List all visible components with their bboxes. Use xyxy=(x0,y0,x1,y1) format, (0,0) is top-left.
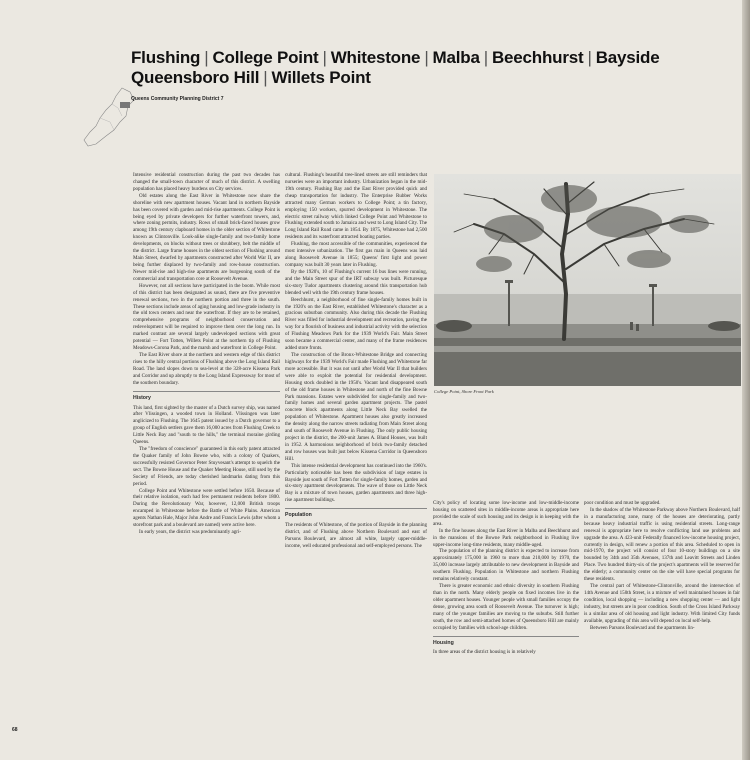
page-edge xyxy=(742,0,750,760)
history-heading: History xyxy=(133,391,280,402)
paragraph: cultural. Flushing's beautiful tree-lined streets are still reminders that nurseries were an important industry. Urbanization began in the mid-19th century. Flushing Bay and the East River provided quick and cheap transportation for industry. The Enterprise Rubber Works attracted many German workers to College Point; a tin factory, employing 150 workers, spurred development in Whitestone. The electric street railway which linked College Point and Whitestone to Flushing extended south to Jamaica and west to Long Island City. The Long Island Rail Road came in 1854. By 1875, Whitestone had 2,500 residents and its waterfront attracted boating parties. xyxy=(285,172,427,241)
paragraph: In the shadow of the Whitestone Parkway above Northern Boulevard, half in a manufacturing zone, many of the houses are deteriorating, partly because heavy industrial traffic is using residential streets. Long-range renewal is appropriate here to resolve conflicting land use problems and upgrade the area. A 423-unit Federally financed low-income housing project, currently in design, will renew a portion of this area. Scheduled to open in mid-1970, the project will consist of four 10-story buildings on a site bounded by 34th and 35th Avenues, 137th and Leavitt Streets and Linden Place. Two hundred thirty-six of the project's apartments will be reserved for the elderly; a community center on the site will have special programs for these residents. xyxy=(584,506,740,583)
paragraph: The construction of the Bronx-Whitestone Bridge and connecting highways for the 1939 World's Fair made Flushing and Whitestone far more accessible. But it was not until after World War II that builders were able to exploit the potential for residential development. Housing stock doubled in the 1950's. Vacant land disappeared south of the old frame houses in Whitestone and north of the fine Bowne Park mansions. Estates were subdivided for single-family and two-family homes and several garden apartment projects. The pastel concrete block apartments along Little Neck Bay swelled the population of Whitestone. Apartment houses also greatly increased the density along the narrow streets radiating from Main Street along and south of Roosevelt Avenue in Flushing. The only public housing project in the district, the 200-unit James A. Bland Houses, was built in 1952. A harmonious neighborhood of brick two-family detached and row houses was built just below Kissena Corridor in Queensboro Hill. xyxy=(285,351,427,462)
housing-heading: Housing xyxy=(433,636,579,647)
title-beechhurst: Beechhurst xyxy=(491,48,584,67)
title-separator: | xyxy=(424,48,429,67)
paragraph: This intense residential development has continued into the 1960's. Particularly noticeable has been the subdivision of large estates in Bayside just south of Fort Totten for single-family homes, garden and six-story apartment developments. The wave of those on Little Neck Bay is a mixture of town houses, garden apartments and three high-rise apartment buildings. xyxy=(285,462,427,504)
district-label: Queens Community Planning District 7 xyxy=(131,96,224,102)
page-title xyxy=(131,48,731,88)
paragraph: In the fine houses along the East River in Malba and Beechhurst and in the mansions of the Bowne Park neighborhood in Flushing live upper-income long-time residents, many middle-aged. xyxy=(433,527,579,548)
paragraph: In early years, the district was predominantly agri- xyxy=(139,529,242,536)
title-separator: | xyxy=(587,48,592,67)
photo-caption: College Point, Shore Front Park xyxy=(434,389,494,394)
text-column-1 xyxy=(133,172,280,536)
page-number: 68 xyxy=(12,727,18,733)
title-flushing: Flushing xyxy=(131,48,201,67)
paragraph: The residents of Whitestone, of the portion of Bayside in the planning district, and of Flushing above Northern Boulevard and east of Parsons Boulevard, are almost all white, largely upper-middle-income, well educated professional and self-employed persons. The xyxy=(285,522,427,549)
title-separator: | xyxy=(322,48,327,67)
title-college-point: College Point xyxy=(212,48,319,67)
title-queensboro-hill: Queensboro Hill xyxy=(131,68,260,87)
title-bayside: Bayside xyxy=(595,48,660,67)
paragraph: By the 1920's, 10 of Flushing's current 16 bus lines were running, and the Main Street spur of the IRT subway was built. Picturesque six-story Tudor apartments clustering around this transportation hub blended well with the 19th century frame houses. xyxy=(285,268,427,296)
title-separator: | xyxy=(263,68,268,87)
paragraph: Intensive residential construction during the past two decades has changed the small-town character of much of this district. A swelling population has placed heavy burdens on City services. xyxy=(133,172,280,192)
population-heading: Population xyxy=(285,508,427,519)
paragraph: In three areas of the district housing is in relatively xyxy=(433,649,536,656)
title-separator: | xyxy=(204,48,209,67)
paragraph: Beechhurst, a neighborhood of fine single-family homes built in the 1920's on the East River, established Whitestone's character as a gracious suburban community. Also during this decade the Flushing River was filled for industrial development and recreation, paving the way for a flourish of business and industrial activity with the selection of Flushing Meadows Park for the 1939 World's Fair. Main Street soon became a commercial center, and many of the frame residences added store fronts. xyxy=(285,296,427,352)
paragraph: The central part of Whitestone-Clintonville, around the intersection of 14th Avenue and 150th Street, is a mixture of well maintained houses in fair condition, local shopping — including a new shopping center — and light industry, but streets are in poor condition. South of the Cross Island Parkway is a similar area of old housing and light industry. With limited City funds available, upgrading of this area will depend on local self-help. xyxy=(584,583,740,624)
paragraph: The East River shore at the northern and western edge of this district rises to the hilly central portions of Flushing above the Long Island Rail Road. The land slopes down to sea-level at the 328-acre Kissena Park and Corridor and up abruptly to the Long Island Expressway for most of the southern boundary. xyxy=(133,351,280,386)
paragraph: However, not all sections have participated in the boom. While most of this district has been designated as sound, there are five preventive renewal sections, two in the northern portion and three in the south. These sections include areas of aging housing and low-grade industry in the old town centers and near the waterfront. If they are to be retained, comprehensive programs of neighborhood conservation and redevelopment will be required to improve them over the long run. In marked contrast are several largely undeveloped sections with great potential — Fort Totten, Willets Point at the northern tip of Flushing Meadows-Corona Park, and the marsh and waterfront in College Point. xyxy=(133,282,280,352)
paragraph: Old estates along the East River in Whitestone now share the shoreline with new apartment houses. Vacant land in northern Bayside has been covered with garden and mid-rise apartments. College Point is being eyed by private developers for further waterfront towers, and, where zoning permits, industry. Rows of small brick-faced houses grow among 19th century clapboard homes in the older section of Whitestone known as Clintonville. Look-alike single-family and two-family home developments, on blocks without trees or shrubbery, belt the middle of the district. Large frame houses in the oldest section of Flushing around Main Street, dwarfed by apartments constructed after World War II, are being further displaced by two-family and row-house construction. Newer mid-rise and high-rise apartments are burgeoning south of the commercial and transportation core at Roosevelt Avenue. xyxy=(133,192,280,282)
tree-photograph xyxy=(434,174,741,386)
paragraph: There is greater economic and ethnic diversity in southern Flushing than in the north. Many elderly people on fixed incomes live in the older apartment houses. Younger people with small families occupy the dense, growing area south of Roosevelt Avenue. The turnover is high; many of the younger families are moving to the suburbs. Still further south, the row and semi-attached homes of Queensboro Hill are mainly occupied by families with school-age children. xyxy=(433,583,579,631)
title-separator: | xyxy=(483,48,488,67)
paragraph: Flushing, the most accessible of the communities, experienced the most intensive urbanization. The first gas main in Queens was laid along Roosevelt Avenue in 1855; Queens' first light and power company was built 30 years later in Flushing. xyxy=(285,241,427,268)
title-whitestone: Whitestone xyxy=(330,48,421,67)
paragraph: The "freedom of conscience" guaranteed in this early patent attracted the Quaker family of John Bowne who, with a colony of Quakers, successfully resisted Governor Peter Stuyvesant's attempt to squelch the sect. The Bowne House and the Quaker Meeting House, still used by the Society of Friends, are today cherished landmarks dating from this period. xyxy=(133,446,280,487)
paragraph: City's policy of locating some low-income and low-middle-income housing on scattered sites in middle-income areas is appropriate here provided the scale of such housing and its design is in keeping with the area. xyxy=(433,500,579,527)
paragraph: poor condition and must be upgraded. xyxy=(584,500,661,506)
district-highlight xyxy=(120,102,130,108)
paragraph: College Point and Whitestone were settled before 1650. Because of their relative isolation, each had few permanent residents before 1800. During the Revolutionary War, however, 12,000 British troops encamped in Whitestone before the Battle of White Plains. American agents Nathan Hale, Major John Andre and Francis Lewis (after whom a storefront park and a boulevard are named) were active here. xyxy=(133,487,280,529)
title-willets-point: Willets Point xyxy=(271,68,371,87)
paragraph: The population of the planning district is expected to increase from approximately 175,000 in 1960 to more than 210,000 by 1970, the 35,000 increase largely attributable to new development in Bayside and southern Flushing. Population in Whitestone and northern Flushing remains relatively constant. xyxy=(433,548,579,583)
photo-shore-front-park xyxy=(434,174,741,386)
paragraph: This land, first sighted by the master of a Dutch survey ship, was named after Vlissingen, a wooded town in Holland. Vlissingen was later anglicized to Flushing. The 1645 patent issued by a Dutch governor to a group of English settlers gave them 16,000 acres from Flushing Creek to Little Neck Bay and "south to the hills," the terminal moraine girding Queens. xyxy=(133,404,280,446)
text-column-3 xyxy=(433,500,579,656)
text-column-2 xyxy=(285,172,427,550)
paragraph: Between Parsons Boulevard and the apartments lin- xyxy=(590,624,695,631)
title-malba: Malba xyxy=(432,48,480,67)
text-column-4 xyxy=(584,500,740,632)
